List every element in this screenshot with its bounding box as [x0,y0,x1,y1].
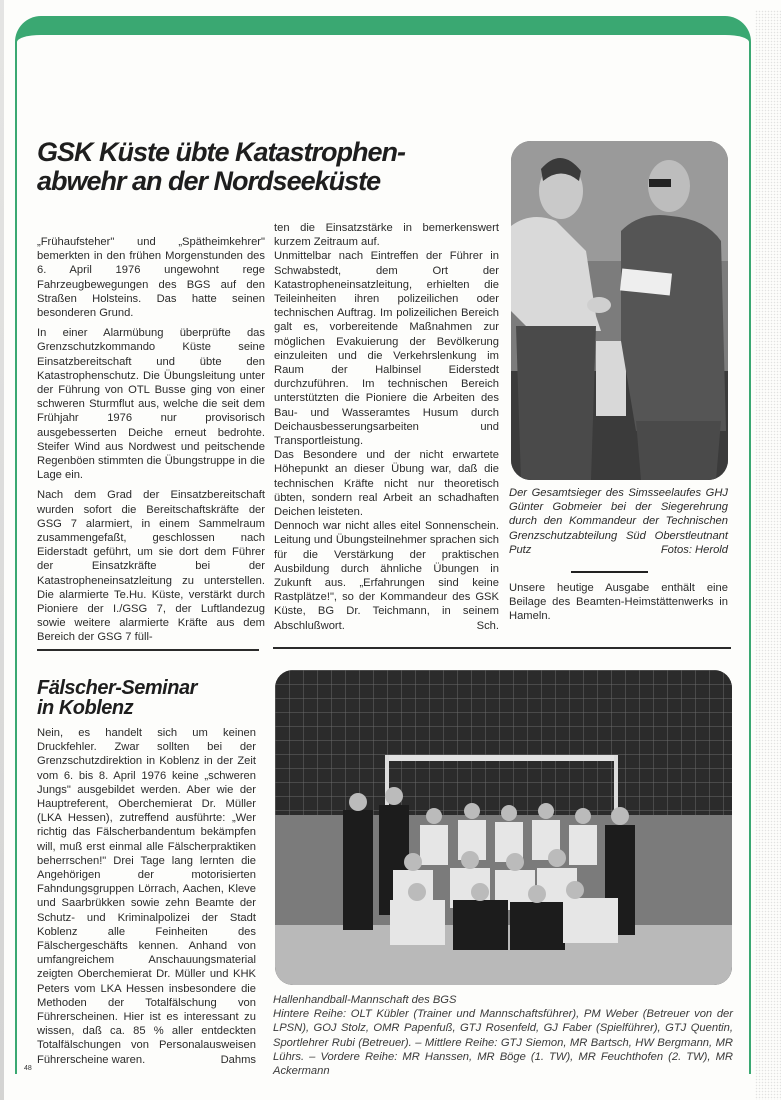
paragraph: „Frühaufsteher" und „Spätheimkehrer" bemerkten in den frühen Morgenstunden des 6. April 1976 ungewohnt rege Fahrzeugbewegungen des BGS auf den Straßen Holsteins. Das hatte seinen besonderen Grund. [37,236,265,320]
section-divider-left [37,649,259,651]
author-signature: Dahms [220,1053,256,1066]
page-gutter [0,0,4,1100]
caption-title: Hallenhandball-Mannschaft des BGS [273,994,457,1006]
photo-credit: Fotos: Herold [660,543,728,556]
article2-column [37,726,256,1067]
photo-handball-team [275,670,732,985]
headline-line-2: abwehr an der Nordseeküste [37,166,381,196]
paragraph: Nach dem Grad der Einsatzbereitschaft wurden sofort die Bereitschaftskräfte der GSG 7 alarmiert, in einem Sammelraum zusammengefaßt, geschlossen nach Eiderstadt geführt, um sie dort dem Führer der Einsatzkräfte bei der Katastropheneinsatzleitung zu unterstellen. Die alarmierte Te.Hu. Küste, verstärkt durch Pioniere der I./GSG 7, der Luftlandezug sowie weitere alarmierte Kräfte aus dem Bereich der GSG 7 füll- [37,489,265,644]
person-right-uniform [621,215,726,431]
supplement-notice: Unsere heutige Ausgabe enthält eine Beilage des Beamten-Heimstättenwerks in Hameln. [509,582,728,623]
page-number: 48 [24,1065,32,1072]
paragraph: Das Besondere und der nicht erwartete Höhepunkt an dieser Übung war, daß die technischen Kräfte nicht nur theoretisch übten, sondern real Arbeit an schadhaften Deichen leisteten. [274,449,499,519]
short-divider [571,571,648,573]
stool [596,341,626,416]
person-left-trousers [516,326,596,480]
headline-line-1: Fälscher-Seminar [37,677,197,699]
wall-grid [275,670,732,815]
paragraph: Unmittelbar nach Eintreffen der Führer in Schwabstedt, dem Ort der Katastropheneinsatzleitung, erhielten die Teileinheiten ihren polizeilichen oder technischen Auftrag. Im polizeilichen Bereich galt es, vorbereitende Maßnahmen zur möglichen Evakuierung der Bevölkerung einzuleiten und die Verkehrslenkung im Raum der Halbinsel Eiderstedt durchzuführen. Im technischen Bereich unterstützten die Pioniere die Arbeiten des Bau- und Wasseramtes Husum durch Deichausbesserungsarbeiten und Transportleistung. [274,250,499,448]
paragraph-text: Nein, es handelt sich um keinen Druckfehler. Zwar sollten bei der Grenzschutzdirektion in Koblenz in der Zeit vom 6. bis 8. April 1976 keine „schweren Jungs" ausgebildet werden. Aber wie der Hauptreferent, Oberchemierat Dr. Müller (LKA Hessen), zutreffend ausführte: „Wer richtig das Fälscherbandentum bekämpfen will, muß erst einmal alle Fälscherpraktiken beherrschen!" Drei Tage lang lernten die Angehörigen der motorisierten Fahndungsgruppen Lörrach, Aachen, Kleve und Saarbrükken sowie zehn Beamte der Schutz- und Kriminalpolizei der Stadt Koblenz alle Feinheiten des Fälschergeschäfts kennen. Anhand von umfangreichem Anschauungsmaterial zeigten Oberchemierat Dr. Müller und KHK Peters vom LKA Hessen insbesondere die Methoden der Totalfälschung von Führerscheinen. Hier ist es interessant zu wissen, daß ca. 85 % aller entdeckten Totalfälschungen von Personalausweisen Führerscheine waren. [37,727,256,1066]
article1-column-2 [274,221,499,633]
caption-text: Der Gesamtsieger des Simsseelaufes GHJ Günter Gobmeier bei der Siegerehrung durch den Kommandeur der Technischen Grenzschutzabteilung Süd Oberstleutnant Putz [509,487,728,556]
photo-illustration [511,141,728,480]
paragraph-last [274,519,499,633]
handshake [587,297,611,313]
headline-line-2: in Koblenz [37,697,134,719]
caption-body: Hintere Reihe: OLT Kübler (Trainer und Mannschaftsführer), PM Weber (Betreuer von der LPSN), GOJ Stolz, OMR Papenfuß, GTJ Rosenfeld, GJ Faber (Spielführer), GTJ Quentin, Sportlehrer Rubi (Betreuer). – Mittlere Reihe: GTJ Siemon, MR Bartsch, HW Bergmann, MR Lührs. – Vordere Reihe: MR Hanssen, MR Böge (1. TW), MR Feuchthofen (2. TW), MR Ackermann [273,1008,733,1078]
article2-headline [37,678,267,718]
paragraph [37,726,256,1067]
photo1-caption [509,486,728,557]
section-divider-right [273,647,731,649]
handball-goal [385,755,618,761]
photo-award-ceremony [511,141,728,480]
photo-illustration [275,670,732,985]
headline-line-1: GSK Küste übte Katastrophen- [37,137,406,167]
article1-column-1 [37,235,265,651]
paragraph-text: Dennoch war nicht alles eitel Sonnenschein. Leitung und Übungsteilnehmer sprachen sich für die Verstärkung der praktischen Ausbildung durch ähnliche Übungen in Zukunft aus. „Erfahrungen sind keine Rastplätze!", so der Kommandeur des GSK Küste, BG Dr. Teichmann, in seinem Abschlußwort. [274,520,499,632]
photo2-caption [273,993,733,1078]
paragraph: ten die Einsatzstärke in bemerkenswert kurzem Zeitraum auf. [274,222,499,249]
halftone-edge [755,10,781,1100]
author-signature: Sch. [476,619,499,632]
paragraph: In einer Alarmübung überprüfte das Grenzschutzkommando Küste seine Einsatzbereitschaft und übte den Katastrophenschutz. Die Übungsleitung unter der Führung von OTL Busse ging von einer schweren Sturmflut aus, welche die seit dem Frühjahr 1976 nur provisorisch ausgebesserten Deiche erneut bedrohte. Steifer Wind aus Nordwest und peitschende Regenböen stimmten die Übungstruppe in die Lage ein. [37,327,265,482]
article1-headline [37,138,497,196]
